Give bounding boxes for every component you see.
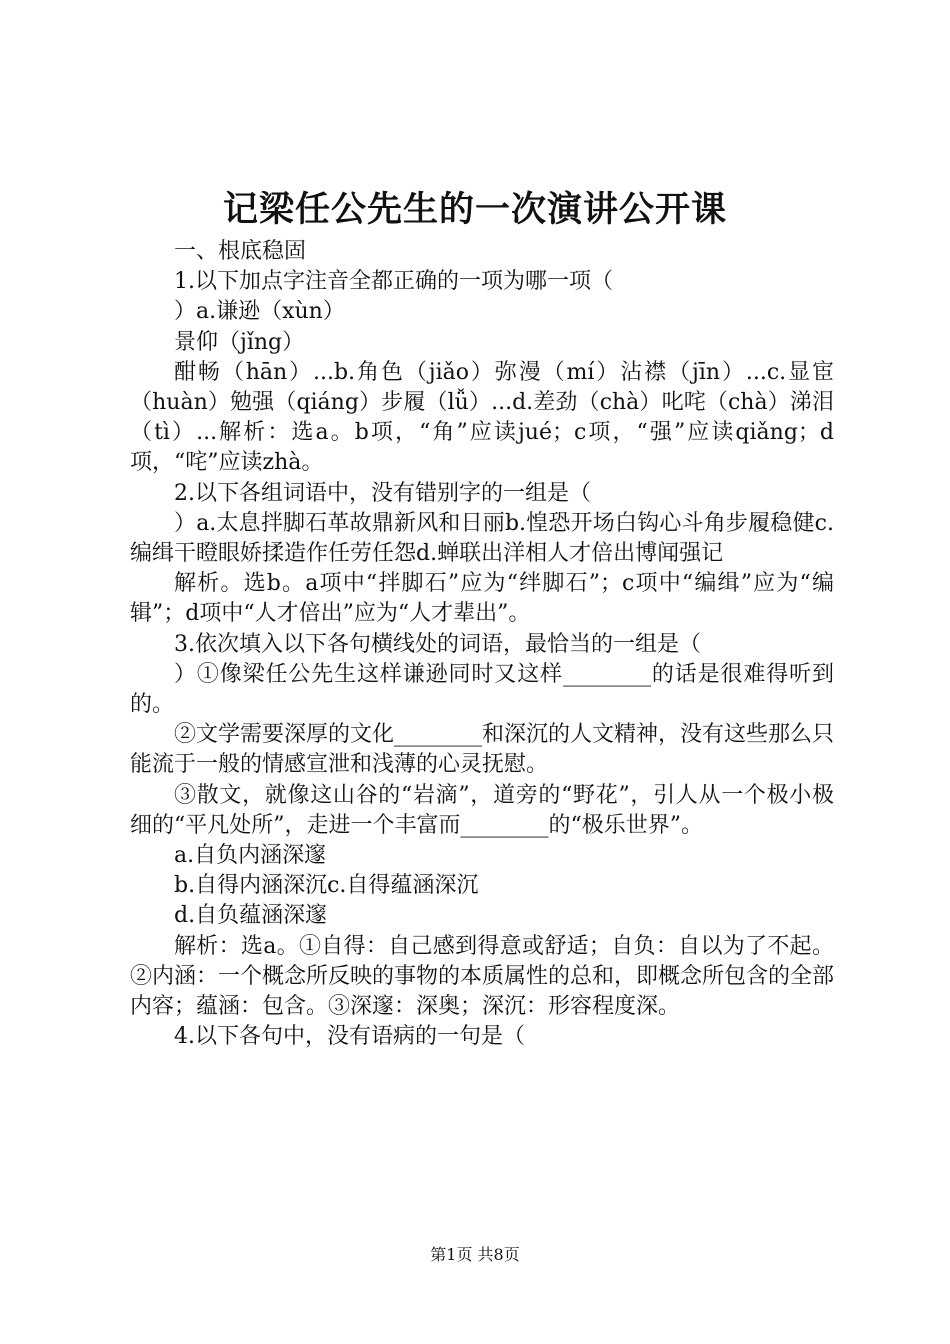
question-3-option-d: d.自负蕴涵深邃 <box>174 903 328 929</box>
question-3: 3.依次填入以下各句横线处的词语，最恰当的一组是（ <box>174 631 701 657</box>
question-2-options: ）a.太息拌脚石革故鼎新风和日丽b.惶恐开场白钩心斗角步履稳健c.编缉干瞪眼娇揉造作任劳任怨d.蝉联出洋相人才倍出博闻强记 <box>130 510 834 567</box>
question-3-option-a: a.自负内涵深邃 <box>174 843 327 869</box>
question-3-sentence-1: ）①像梁任公先生这样谦逊同时又这样________的话是很难得听到的。 <box>130 661 834 718</box>
document-title: 记梁任公先生的一次演讲公开课 <box>222 189 727 230</box>
question-4: 4.以下各句中，没有语病的一句是（ <box>174 1024 525 1050</box>
page-footer: 第1页 共8页 <box>430 1245 520 1264</box>
question-3-analysis: 解析：选a。①自得：自己感到得意或舒适；自负：自以为了不起。②内涵：一个概念所反映的事物的本质属性的总和，即概念所包含的全部内容；蕴涵：包含。③深邃：深奥；深沉：形容程度深。 <box>130 933 835 1020</box>
document-body <box>130 237 834 1052</box>
question-3-sentence-3: ③散文，就像这山谷的“岩滴”，道旁的“野花”，引人从一个极小极细的“平凡处所”，走进一个丰富而________的“极乐世界”。 <box>130 782 834 838</box>
question-2: 2.以下各组词语中，没有错别字的一组是（ <box>174 480 591 506</box>
question-2-analysis: 解析。选b。a项中“拌脚石”应为“绊脚石”；c项中“编缉”应为“编辑”；d项中“人才倍出”应为“人才辈出”。 <box>130 571 834 627</box>
question-3-option-bc: b.自得内涵深沉c.自得蕴涵深沉 <box>174 873 479 899</box>
question-3-sentence-2: ②文学需要深厚的文化________和深沉的人文精神，没有这些那么只能流于一般的情感宣泄和浅薄的心灵抚慰。 <box>130 722 835 778</box>
question-1: 1.以下加点字注音全都正确的一项为哪一项（ <box>174 269 613 295</box>
section-heading: 一、根底稳固 <box>174 239 307 264</box>
question-1-option-a: ）a.谦逊（xùn） <box>174 299 345 325</box>
question-1-option-a-cont: 景仰（jǐng） <box>174 329 305 355</box>
question-1-options-analysis: 酣畅（hān）...b.角色（jiǎo）弥漫（mí）沾襟（jīn）...c.显宦（huàn）勉强（qiáng）步履（lǚ）...d.差劲（chà）叱咤（chà）涕泪（tì）...解析：选a。b项，“角”应读jué；c项，“强”应读qiǎng；d项，“咤”应读zhà。 <box>130 359 834 476</box>
